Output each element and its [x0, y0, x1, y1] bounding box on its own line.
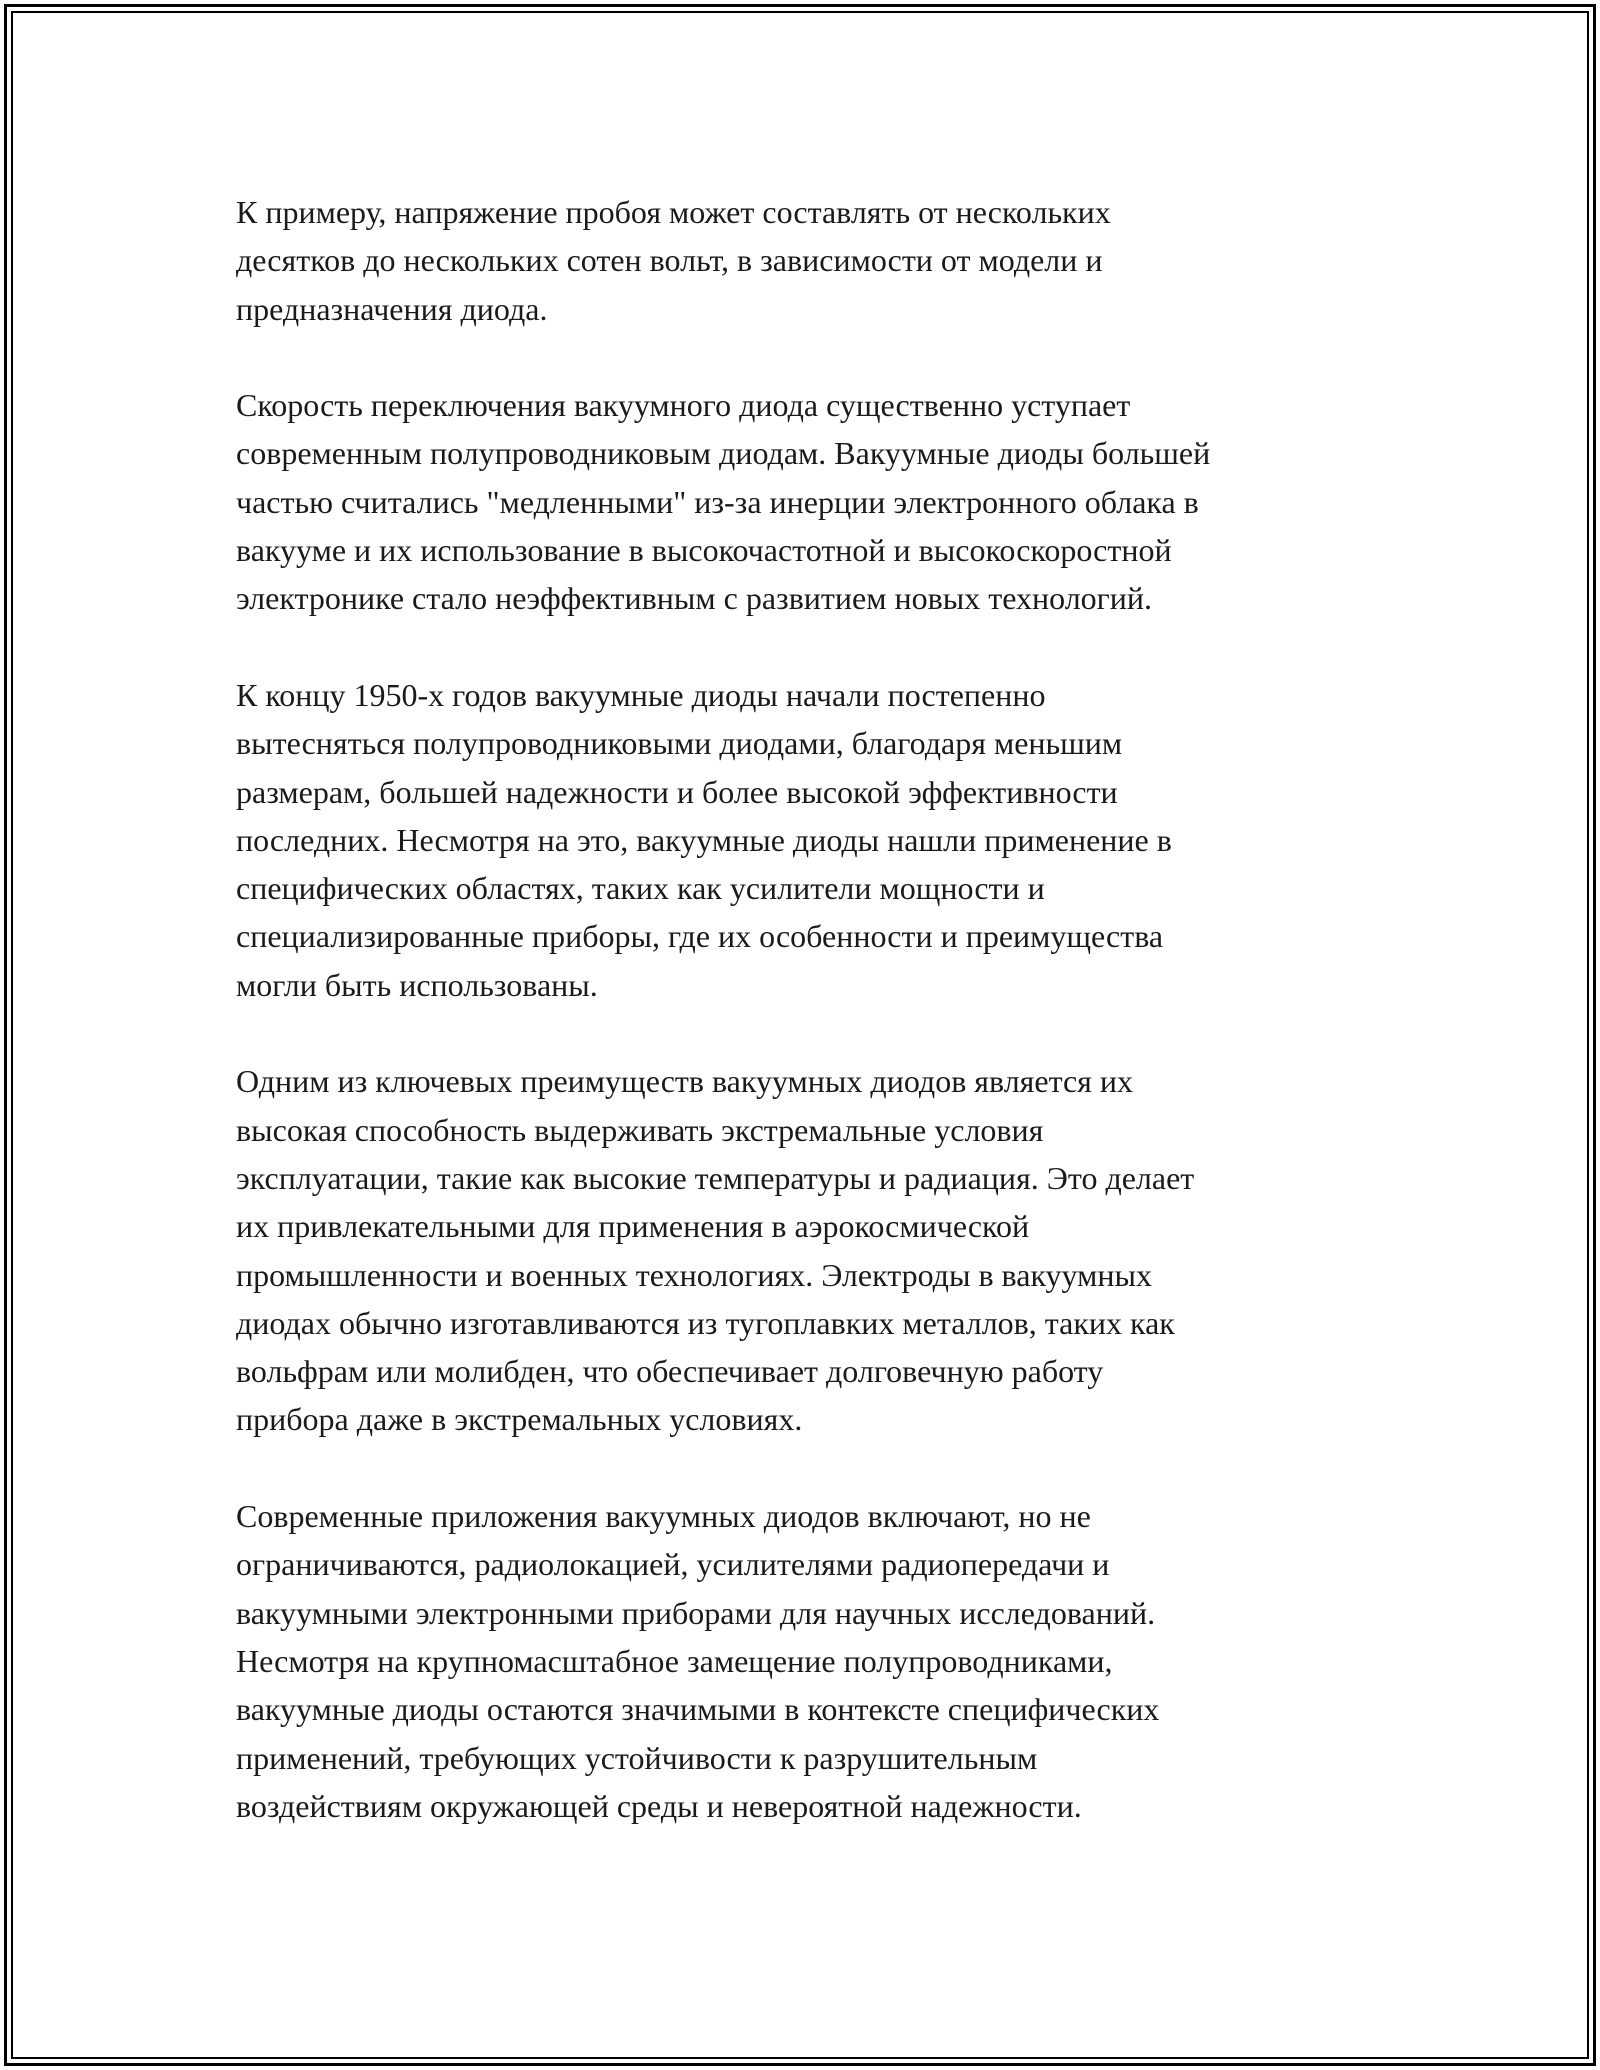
paragraph-breakdown-voltage: К примеру, напряжение пробоя может составлять от нескольких десятков до нескольких сотен вольт, в зависимости от модели и предназначения диода.	[236, 194, 1111, 327]
paragraph-switching-speed: Скорость переключения вакуумного диода существенно уступает современным полупроводниковым диодам. Вакуумные диоды большей частью считались "медленными" из-за инерции электронного облака в вакууме и их использование в высокочастотной и высокоскоростной электронике стало неэффективным с развитием новых технологий.	[236, 387, 1211, 617]
document-body	[236, 188, 1376, 1878]
paragraph-history-1950s: К концу 1950-х годов вакуумные диоды начали постепенно вытесняться полупроводниковыми диодами, благодаря меньшим размерам, большей надежности и более высокой эффективности последних. Несмотря на это, вакуумные диоды нашли применение в специфических областях, таких как усилители мощности и специализированные приборы, где их особенности и преимущества могли быть использованы.	[236, 676, 1172, 1003]
paragraph-modern-applications: Современные приложения вакуумных диодов включают, но не ограничиваются, радиолокацией, усилителями радиопередачи и вакуумными электронными приборами для научных исследований. Несмотря на крупномасштабное замещение полупроводниками, вакуумные диоды остаются значимыми в контексте специфических применений, требующих устойчивости к разрушительным воздействиям окружающей среды и невероятной надежности.	[236, 1498, 1160, 1824]
paragraph-extreme-conditions: Одним из ключевых преимуществ вакуумных диодов является их высокая способность выдерживать экстремальные условия эксплуатации, такие как высокие температуры и радиация. Это делает их привлекательными для применения в аэрокосмической промышленности и военных технологиях. Электроды в вакуумных диодах обычно изготавливаются из тугоплавких металлов, таких как вольфрам или молибден, что обеспечивает долговечную работу прибора даже в экстремальных условиях.	[236, 1063, 1195, 1438]
